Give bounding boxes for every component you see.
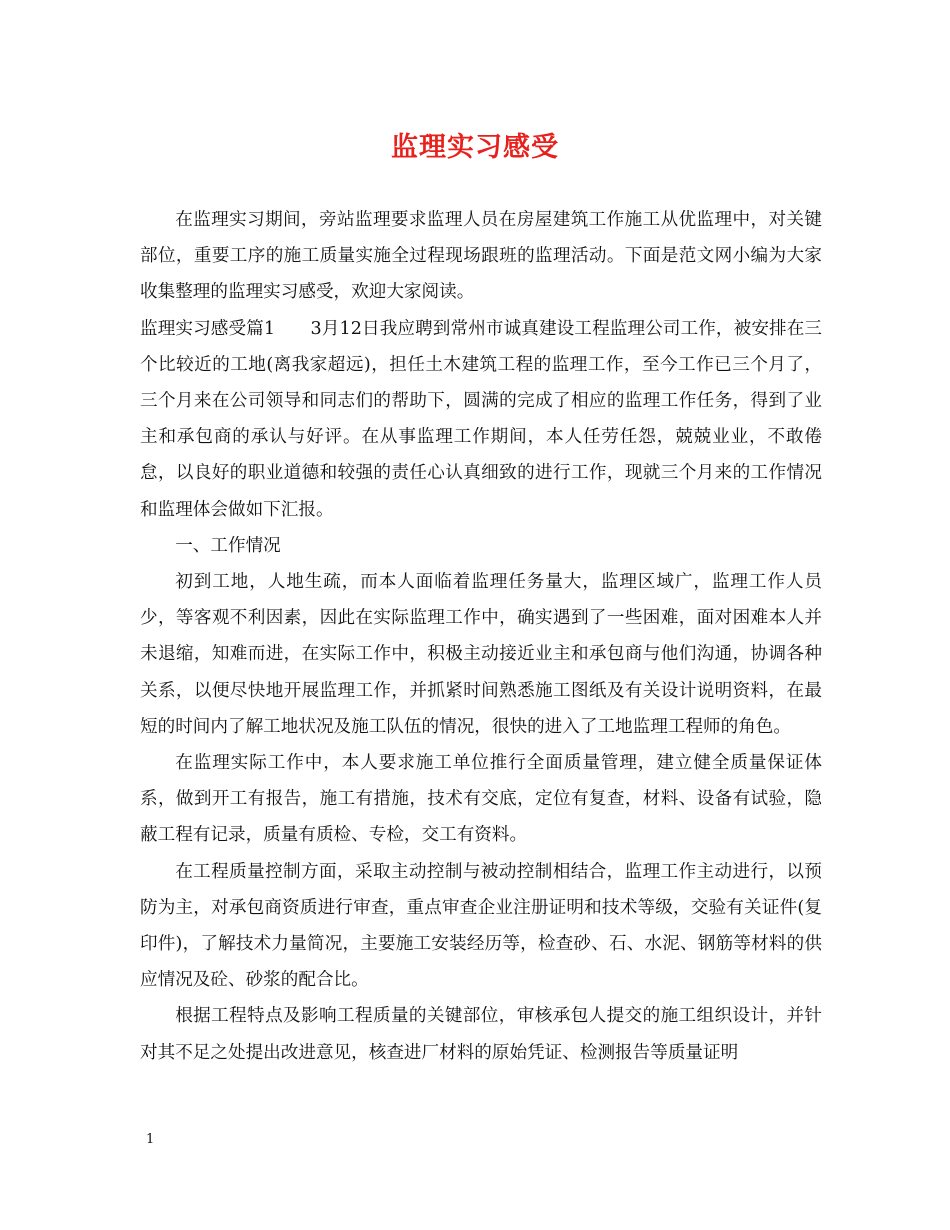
paragraph-intro: 在监理实习期间，旁站监理要求监理人员在房屋建筑工作施工从优监理中，对关键部位，重要工序的施工质量实施全过程现场跟班的监理活动。下面是范文网小编为大家收集整理的监理实习感受，欢迎大家阅读。	[140, 210, 822, 303]
paragraph-quality-control: 在工程质量控制方面，采取主动控制与被动控制相结合，监理工作主动进行，以预防为主，对承包商资质进行审查，重点审查企业注册证明和技术等级，交验有关证件(复印件)，了解技术力量简况，主要施工安装经历等，检查砂、石、水泥、钢筋等材料的供应情况及砼、砂浆的配合比。	[140, 861, 822, 991]
paragraph-quality-management: 在监理实际工作中，本人要求施工单位推行全面质量管理，建立健全质量保证体系，做到开工有报告，施工有措施，技术有交底，定位有复查，材料、设备有试验，隐蔽工程有记录，质量有质检、专检，交工有资料。	[140, 753, 822, 846]
paragraph-key-parts: 根据工程特点及影响工程质量的关键部位，审核承包人提交的施工组织设计，并针对其不足之处提出改进意见，核查进厂材料的原始凭证、检测报告等质量证明	[140, 1006, 822, 1063]
page-title: 监理实习感受	[391, 132, 559, 163]
page-number: 1	[146, 1132, 155, 1147]
section-heading-work-status: 一、工作情况	[175, 535, 281, 556]
paragraph-article-1: 监理实习感受篇1 3月12日我应聘到常州市诚真建设工程监理公司工作，被安排在三个比较近的工地(离我家超远)，担任土木建筑工程的监理工作，至今工作已三个月了，三个月来在公司领导和同志们的帮助下，圆满的完成了相应的监理工作任务，得到了业主和承包商的承认与好评。在从事监理工作期间，本人任劳任怨，兢兢业业，不敢倦怠，以良好的职业道德和较强的责任心认真细致的进行工作，现就三个月来的工作情况和监理体会做如下汇报。	[140, 318, 822, 520]
document-body	[140, 202, 822, 1071]
paragraph-start: 初到工地，人地生疏，而本人面临着监理任务量大，监理区域广，监理工作人员少，等客观不利因素，因此在实际监理工作中，确实遇到了一些困难，面对困难本人并未退缩，知难而进，在实际工作中，积极主动接近业主和承包商与他们沟通，协调各种关系，以便尽快地开展监理工作，并抓紧时间熟悉施工图纸及有关设计说明资料，在最短的时间内了解工地状况及施工队伍的情况，很快的进入了工地监理工程师的角色。	[140, 572, 822, 737]
